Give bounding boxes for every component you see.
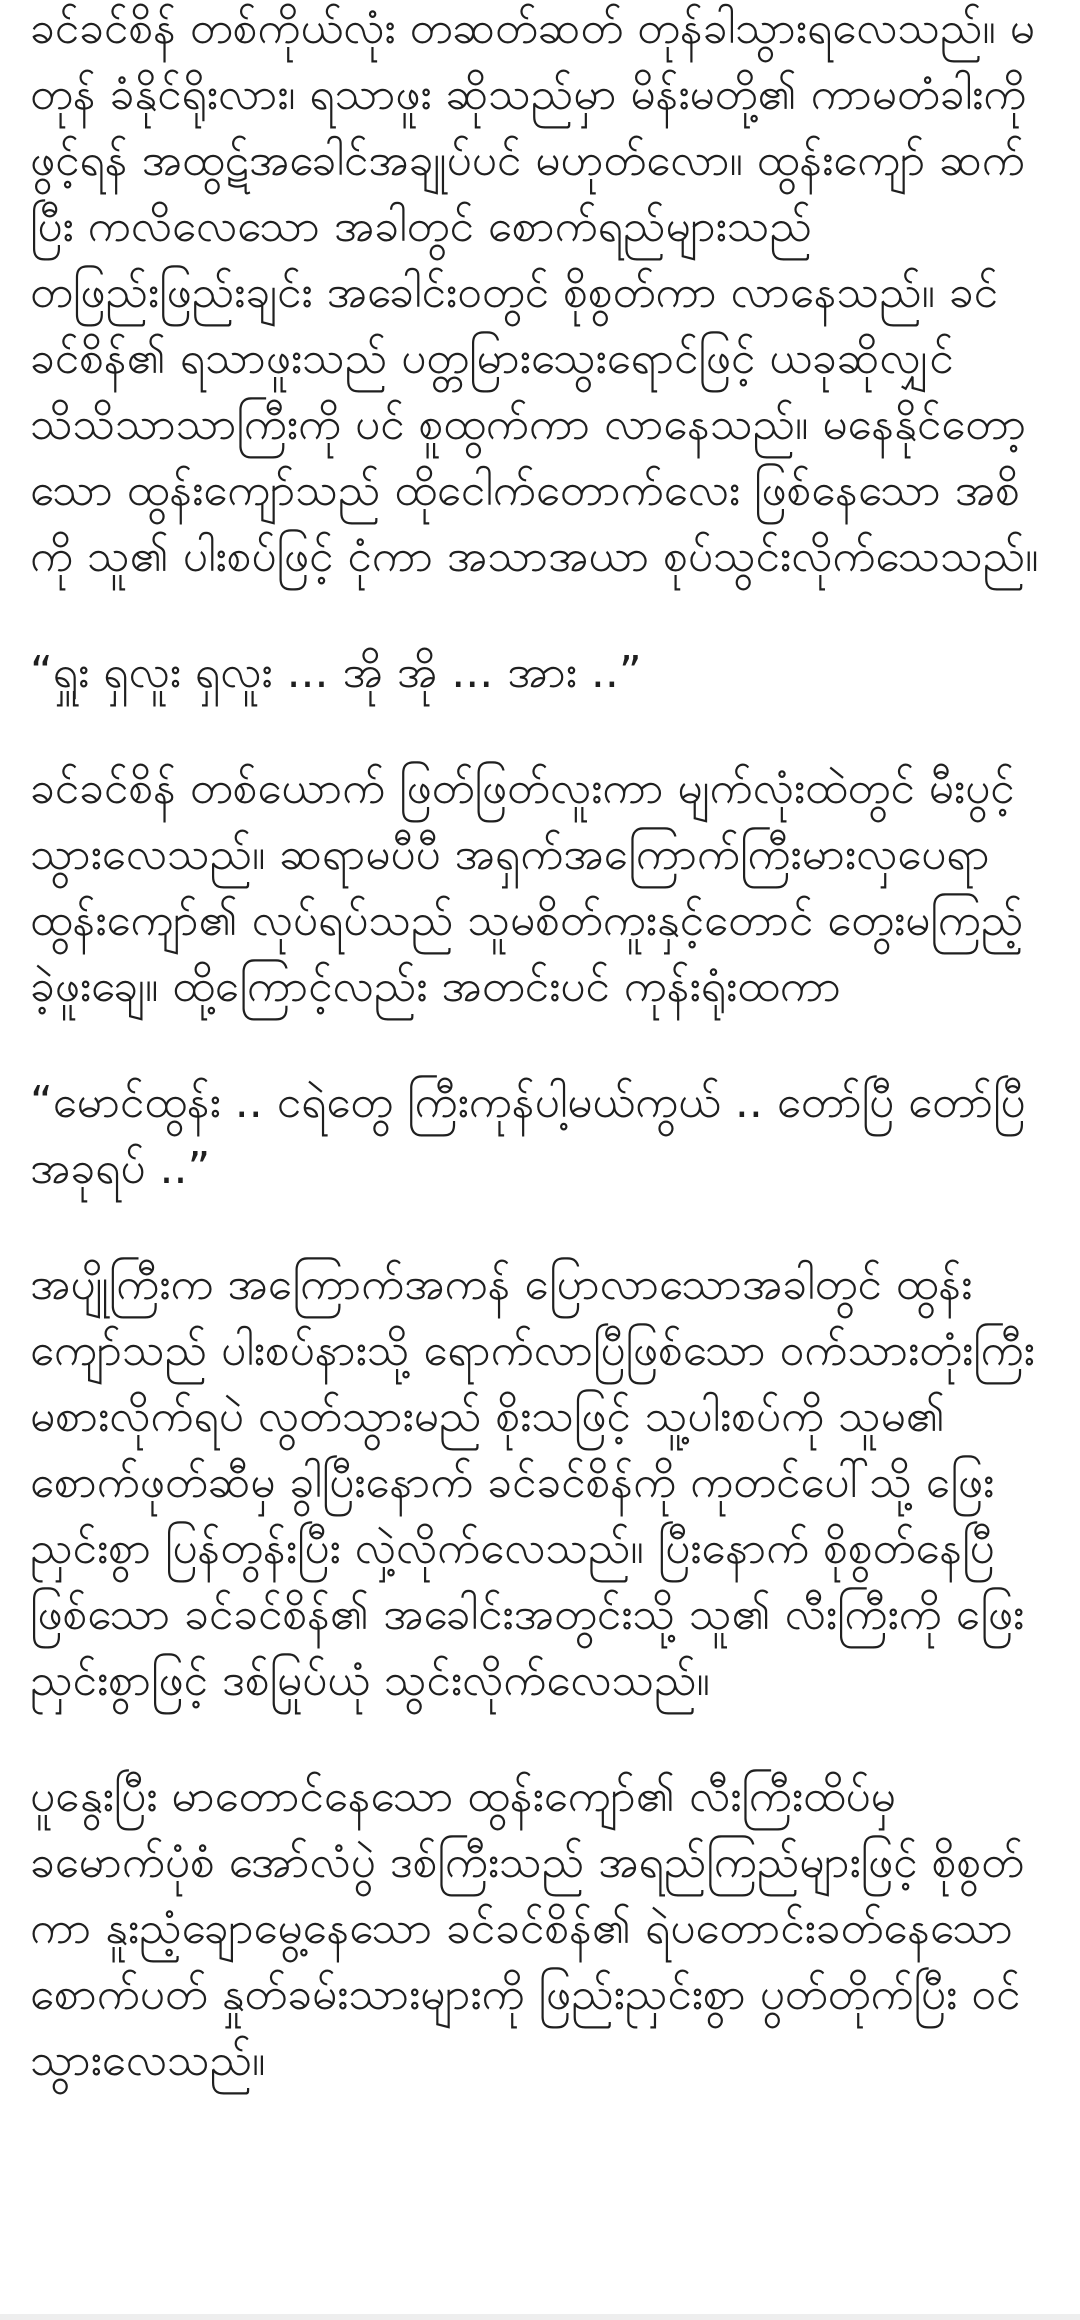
story-paragraph-2: ခင်ခင်စိန် တစ်ယောက် ဖြတ်ဖြတ်လူးကာ မျက်လုံးထဲတွင် မီးပွင့်သွားလေသည်။ ဆရာမပီပီ အရှက်အကြောက်ကြီးမားလှပေရာ ထွန်းကျော်၏ လုပ်ရပ်သည် သူမစိတ်ကူးနှင့်တောင် တွေးမကြည့်ခဲ့ဖူးချေ။ ထို့ကြောင့်လည်း အတင်းပင် ကုန်းရုံးထကာ (30, 763, 1024, 1012)
story-paragraph-4: ပူနွေးပြီး မာတောင်နေသော ထွန်းကျော်၏ လီးကြီးထိပ်မှ ခမောက်ပုံစံ အော်လံပွဲ ဒစ်ကြီးသည် အရည်ကြည်များဖြင့် စိုစွတ်ကာ နူးညံ့ချောမွေ့နေသော ခင်ခင်စိန်၏ ရဲပတောင်းခတ်နေသော စောက်ပတ် နှုတ်ခမ်းသားများကို ဖြည်းညှင်းစွာ ပွတ်တိုက်ပြီး ၀င်သွားလေသည်။ (30, 1771, 1024, 2086)
bottom-divider (0, 2314, 1080, 2320)
story-dialogue-2: “မောင်ထွန်း .. ငရဲတွေ ကြီးကုန်ပါ့မယ်ကွယ် .. တော်ပြီ တော်ပြီ အခုရပ် ..” (30, 1077, 1026, 1194)
story-paragraph-3: အပျိုကြီးက အကြောက်အကန် ပြောလာသောအခါတွင် ထွန်းကျော်သည် ပါးစပ်နားသို့ ရောက်လာပြီဖြစ်သော ၀က်သားတုံးကြီး မစားလိုက်ရပဲ လွတ်သွားမည် စိုးသဖြင့် သူ့ပါးစပ်ကို သူမ၏ စောက်ဖုတ်ဆီမှ ခွါပြီးနောက် ခင်ခင်စိန်ကို ကုတင်ပေါ်သို့ ဖြေးညှင်းစွာ ပြန်တွန်းပြီး လှဲ့လိုက်လေသည်။ ပြီးနောက် စိုစွတ်နေပြီ ဖြစ်သော ခင်ခင်စိန်၏ အခေါင်းအတွင်းသို့ သူ၏ လီးကြီးကို ဖြေးညှင်းစွာဖြင့် ဒစ်မြုပ်ယုံ သွင်းလိုက်လေသည်။ (30, 1259, 1035, 1706)
story-paragraph-1: ခင်ခင်စိန် တစ်ကိုယ်လုံး တဆတ်ဆတ် တုန်ခါသွားရလေသည်။ မတုန် ခံနိုင်ရိုးလား၊ ရသာဖူး ဆိုသည်မှာ မိန်းမတို့၏ ကာမတံခါးကို ဖွင့်ရန် အထွဋ်အခေါင်အချုပ်ပင် မဟုတ်လော။ ထွန်းကျော် ဆက်ပြီး ကလိလေသော အခါတွင် စောက်ရည်များသည် တဖြည်းဖြည်းချင်း အခေါင်း၀တွင် စိုစွတ်ကာ လာနေသည်။ ခင်ခင်စိန်၏ ရသာဖူးသည် ပတ္တမြားသွေးရောင်ဖြင့် ယခုဆိုလျှင် သိသိသာသာကြီးကို ပင် စူထွက်ကာ လာနေသည်။ မနေနိုင်တော့သော ထွန်းကျော်သည် ထိုငေါက်တောက်လေး ဖြစ်နေသော အစိကို သူ၏ ပါးစပ်ဖြင့် ငုံကာ အသာအယာ စုပ်သွင်းလိုက်သေသည်။ (30, 3, 1039, 582)
story-dialogue-1: “ရှူး ရှလူး ရှလူး ... အို အို ... အား ..” (30, 647, 642, 698)
